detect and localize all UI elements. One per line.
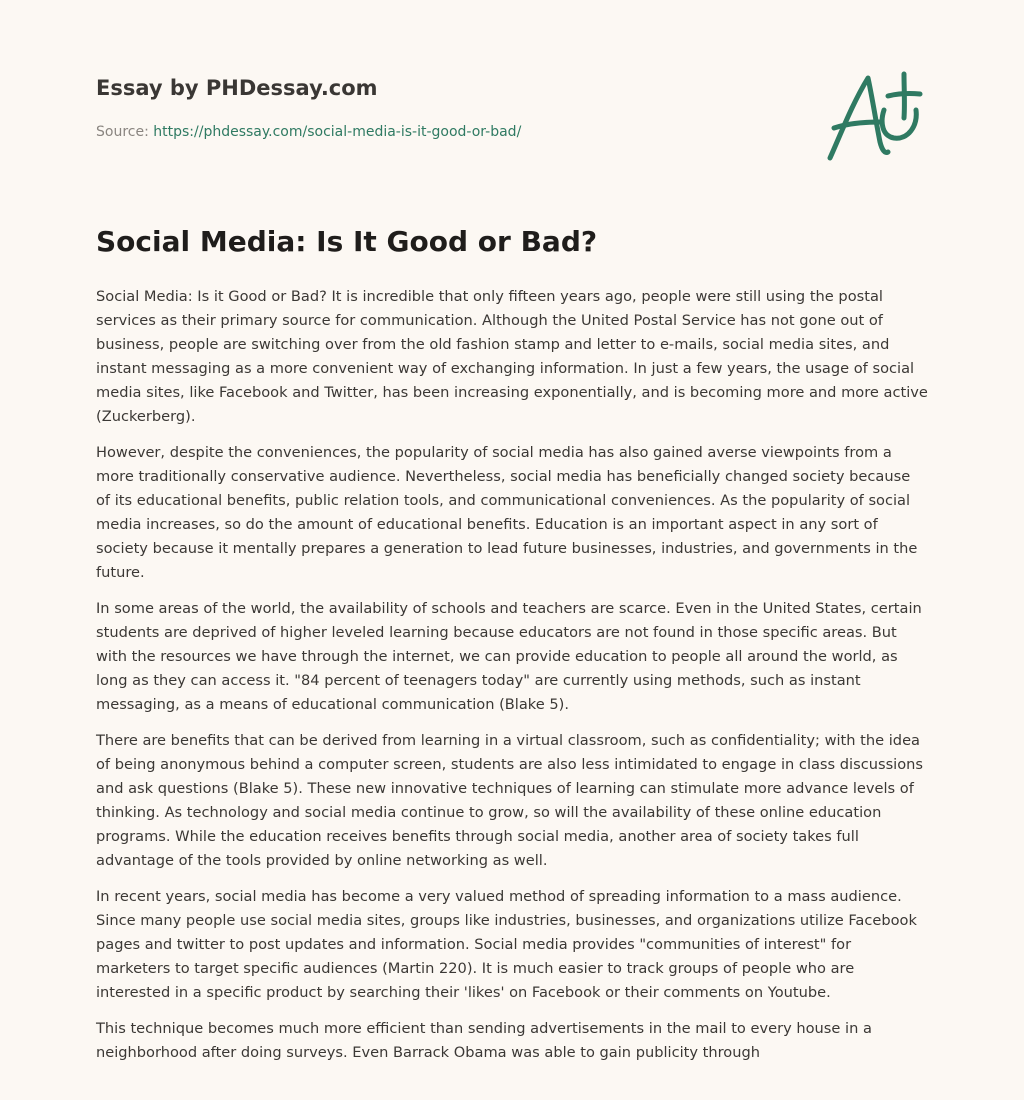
essay-paragraph: Social Media: Is it Good or Bad? It is incredible that only fifteen years ago, people were still using the postal services as their primary source for communication. Although the United Postal Service has not gone out of business, people are switching over from the old fashion stamp and letter to e-mails, social media sites, and instant messaging as a more convenient way of exchanging information. In just a few years, the usage of social media sites, like Facebook and Twitter, has been increasing exponentially, and is becoming more and more active (Zuckerberg).: [96, 288, 928, 425]
essay-paragraph: However, despite the conveniences, the popularity of social media has also gained averse viewpoints from a more traditionally conservative audience. Nevertheless, social media has beneficially changed society because of its educational benefits, public relation tools, and communicational conveniences. As the popularity of social media increases, so do the amount of educational benefits. Education is an important aspect in any sort of society because it mentally prepares a generation to lead future businesses, industries, and governments in the future.: [96, 444, 918, 581]
source-label: Source:: [96, 124, 149, 140]
source-link[interactable]: https://phdessay.com/social-media-is-it-good-or-bad/: [153, 124, 522, 140]
essay-paragraph: There are benefits that can be derived from learning in a virtual classroom, such as confidentiality; with the idea of being anonymous behind a computer screen, students are also less intimidated to engage in class discussions and ask questions (Blake 5). These new innovative techniques of learning can stimulate more advance levels of thinking. As technology and social media continue to grow, so will the availability of these online education programs. While the education receives benefits through social media, another area of society takes full advantage of the tools provided by online networking as well.: [96, 732, 924, 869]
essay-title: Social Media: Is It Good or Bad?: [96, 225, 598, 258]
essay-paragraph: This technique becomes much more efficient than sending advertisements in the mail to every house in a neighborhood after doing surveys. Even Barrack Obama was able to gain publicity through: [96, 1020, 872, 1061]
essay-paragraph: In some areas of the world, the availability of schools and teachers are scarce. Even in the United States, certain students are deprived of higher leveled learning because educators are not found in those specific areas. But with the resources we have through the internet, we can provide education to people all around the world, as long as they can access it. "84 percent of teenagers today" are currently using methods, such as instant messaging, as a means of educational communication (Blake 5).: [96, 600, 922, 713]
essay-paragraph: In recent years, social media has become a very valued method of spreading information to a mass audience. Since many people use social media sites, groups like industries, businesses, and organizations utilize Facebook pages and twitter to post updates and information. Social media provides "communities of interest" for marketers to target specific audiences (Martin 220). It is much easier to track groups of people who are interested in a specific product by searching their 'likes' on Facebook or their comments on Youtube.: [96, 888, 917, 1001]
site-brand: Essay by PHDessay.com: [96, 76, 378, 100]
source-line: [96, 124, 521, 140]
essay-body: [96, 285, 928, 1077]
a-plus-logo: [822, 66, 926, 166]
